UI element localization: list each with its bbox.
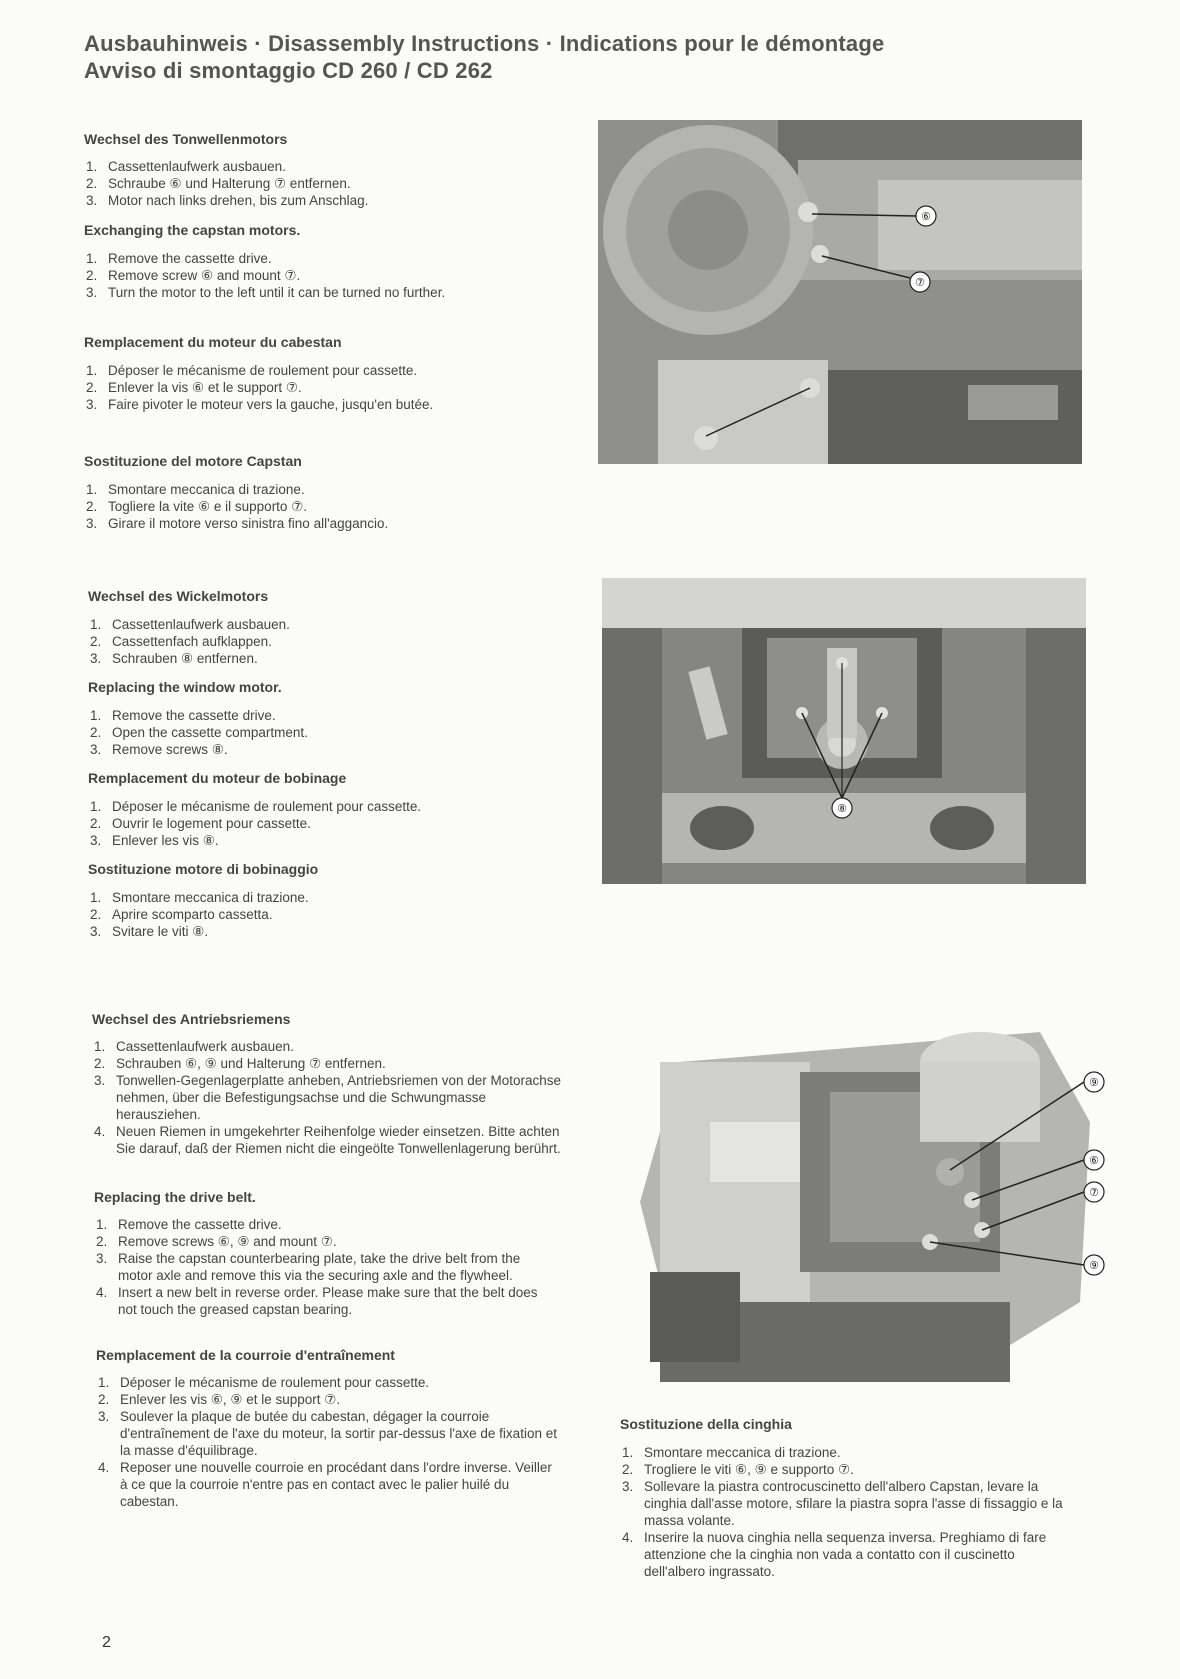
step: 3. Svitare le viti ⑧.: [90, 924, 209, 939]
step: 1. Cassettenlaufwerk ausbauen.: [86, 159, 286, 174]
step: 2. Trogliere le viti ⑥, ⑨ e supporto ⑦.: [622, 1462, 854, 1477]
step: 2. Remove screw ⑥ and mount ⑦.: [86, 268, 301, 283]
callout-label: ⑧: [837, 803, 847, 815]
drive-belt-photo: [620, 1002, 1116, 1402]
section-heading: Replacing the window motor.: [88, 679, 282, 695]
title-line-1: Ausbauhinweis · Disassembly Instructions · Indications pour le démontage: [84, 31, 885, 56]
step: 1. Déposer le mécanisme de roulement pour cassette.: [90, 799, 422, 814]
page-title: [84, 30, 884, 84]
capstan-motor-photo: [598, 120, 1082, 464]
callout-label: ⑨: [1089, 1260, 1099, 1272]
step: 2. Togliere la vite ⑥ e il supporto ⑦.: [86, 499, 308, 514]
step: 4. Insert a new belt in reverse order. Please make sure that the belt does not touch the greased capstan bearing.: [96, 1285, 538, 1317]
step-list: [86, 250, 458, 301]
step: 3. Motor nach links drehen, bis zum Anschlag.: [86, 193, 369, 208]
step-list: [90, 707, 470, 758]
callout-label: ⑥: [921, 211, 931, 223]
step: 3. Girare il motore verso sinistra fino all'aggancio.: [86, 516, 389, 531]
step: 3. Remove screws ⑧.: [90, 742, 228, 757]
step-list: [90, 798, 510, 849]
section-heading: Exchanging the capstan motors.: [84, 222, 301, 238]
callout-label: ⑦: [915, 277, 925, 289]
step: 2. Open the cassette compartment.: [90, 725, 308, 740]
step-list: [98, 1374, 558, 1510]
callout-label: ⑨: [1089, 1077, 1099, 1089]
step-list: [86, 362, 486, 413]
step: 3. Faire pivoter le moteur vers la gauche, jusqu'en butée.: [86, 397, 434, 412]
step: 2. Remove screws ⑥, ⑨ and mount ⑦.: [96, 1234, 337, 1249]
section-heading: Remplacement de la courroie d'entraînement: [96, 1347, 395, 1363]
step: 3. Soulever la plaque de butée du cabestan, dégager la courroie d'entraînement de l'axe du moteur, la sortir par-dessus l'axe de fixation et la masse d'équilibrage.: [98, 1409, 557, 1458]
step: 2. Enlever les vis ⑥, ⑨ et le support ⑦.: [98, 1392, 341, 1407]
section-heading: Replacing the drive belt.: [94, 1189, 256, 1205]
step: 4. Neuen Riemen in umgekehrter Reihenfolge wieder einsetzen. Bitte achten Sie darauf, daß der Riemen nicht die eingeölte Tonwellenlagerung berührt.: [94, 1124, 561, 1156]
section-heading: Wechsel des Antriebsriemens: [92, 1011, 291, 1027]
step: 2. Schraube ⑥ und Halterung ⑦ entfernen.: [86, 176, 351, 191]
step: 1. Smontare meccanica di trazione.: [90, 890, 309, 905]
step: 2. Schrauben ⑥, ⑨ und Halterung ⑦ entfernen.: [94, 1056, 386, 1071]
step-list: [622, 1444, 1072, 1580]
page-number: 2: [102, 1634, 111, 1651]
step: 1. Cassettenlaufwerk ausbauen.: [90, 617, 290, 632]
callout-label: ⑥: [1089, 1155, 1099, 1167]
step: 2. Cassettenfach aufklappen.: [90, 634, 272, 649]
step-list: [90, 616, 470, 667]
step: 3. Raise the capstan counterbearing plate, take the drive belt from the motor axle and remove this via the securing axle and the flywheel.: [96, 1251, 521, 1283]
step: 2. Enlever la vis ⑥ et le support ⑦.: [86, 380, 302, 395]
step-list: [90, 889, 470, 940]
step: 4. Inserire la nuova cinghia nella sequenza inversa. Preghiamo di fare attenzione che la cinghia non vada a contatto con il cuscinetto dell'albero ingrassato.: [622, 1530, 1047, 1579]
step: 1. Déposer le mécanisme de roulement pour cassette.: [98, 1375, 430, 1390]
step: 3. Schrauben ⑧ entfernen.: [90, 651, 258, 666]
step-list: [86, 158, 466, 209]
step: 3. Tonwellen-Gegenlagerplatte anheben, Antriebsriemen von der Motorachse nehmen, über die Befestigungsachse und die Schwungmasse herausziehen.: [94, 1073, 562, 1122]
step: 1. Smontare meccanica di trazione.: [622, 1445, 841, 1460]
step: 1. Cassettenlaufwerk ausbauen.: [94, 1039, 294, 1054]
section-heading: Wechsel des Wickelmotors: [88, 588, 269, 604]
step: 4. Reposer une nouvelle courroie en procédant dans l'ordre inverse. Veiller à ce que la courroie n'entre pas en contact avec le palier huilé du cabestan.: [98, 1460, 552, 1509]
step: 1. Smontare meccanica di trazione.: [86, 482, 305, 497]
step: 3. Turn the motor to the left until it can be turned no further.: [86, 285, 446, 300]
section-heading: Sostituzione del motore Capstan: [84, 453, 302, 469]
title-line-2: Avviso di smontaggio CD 260 / CD 262: [84, 58, 493, 83]
section-heading: Sostituzione della cinghia: [620, 1416, 792, 1432]
step: 1. Remove the cassette drive.: [96, 1217, 282, 1232]
window-motor-photo: [602, 578, 1086, 884]
section-heading: Remplacement du moteur du cabestan: [84, 334, 342, 350]
step: 3. Sollevare la piastra controcuscinetto dell'albero Capstan, levare la cinghia dall'asse motore, sfilare la piastra sopra l'asse di fissaggio e la massa volante.: [622, 1479, 1063, 1528]
step: 1. Déposer le mécanisme de roulement pour cassette.: [86, 363, 418, 378]
step: 1. Remove the cassette drive.: [86, 251, 272, 266]
step-list: [96, 1216, 556, 1318]
step: 2. Aprire scomparto cassetta.: [90, 907, 273, 922]
step: 2. Ouvrir le logement pour cassette.: [90, 816, 311, 831]
step-list: [86, 481, 506, 532]
section-heading: Sostituzione motore di bobinaggio: [88, 861, 319, 877]
step: 3. Enlever les vis ⑧.: [90, 833, 219, 848]
callout-label: ⑦: [1089, 1187, 1099, 1199]
step: 1. Remove the cassette drive.: [90, 708, 276, 723]
step-list: [94, 1038, 574, 1157]
section-heading: Remplacement du moteur de bobinage: [88, 770, 347, 786]
section-heading: Wechsel des Tonwellenmotors: [84, 131, 288, 147]
